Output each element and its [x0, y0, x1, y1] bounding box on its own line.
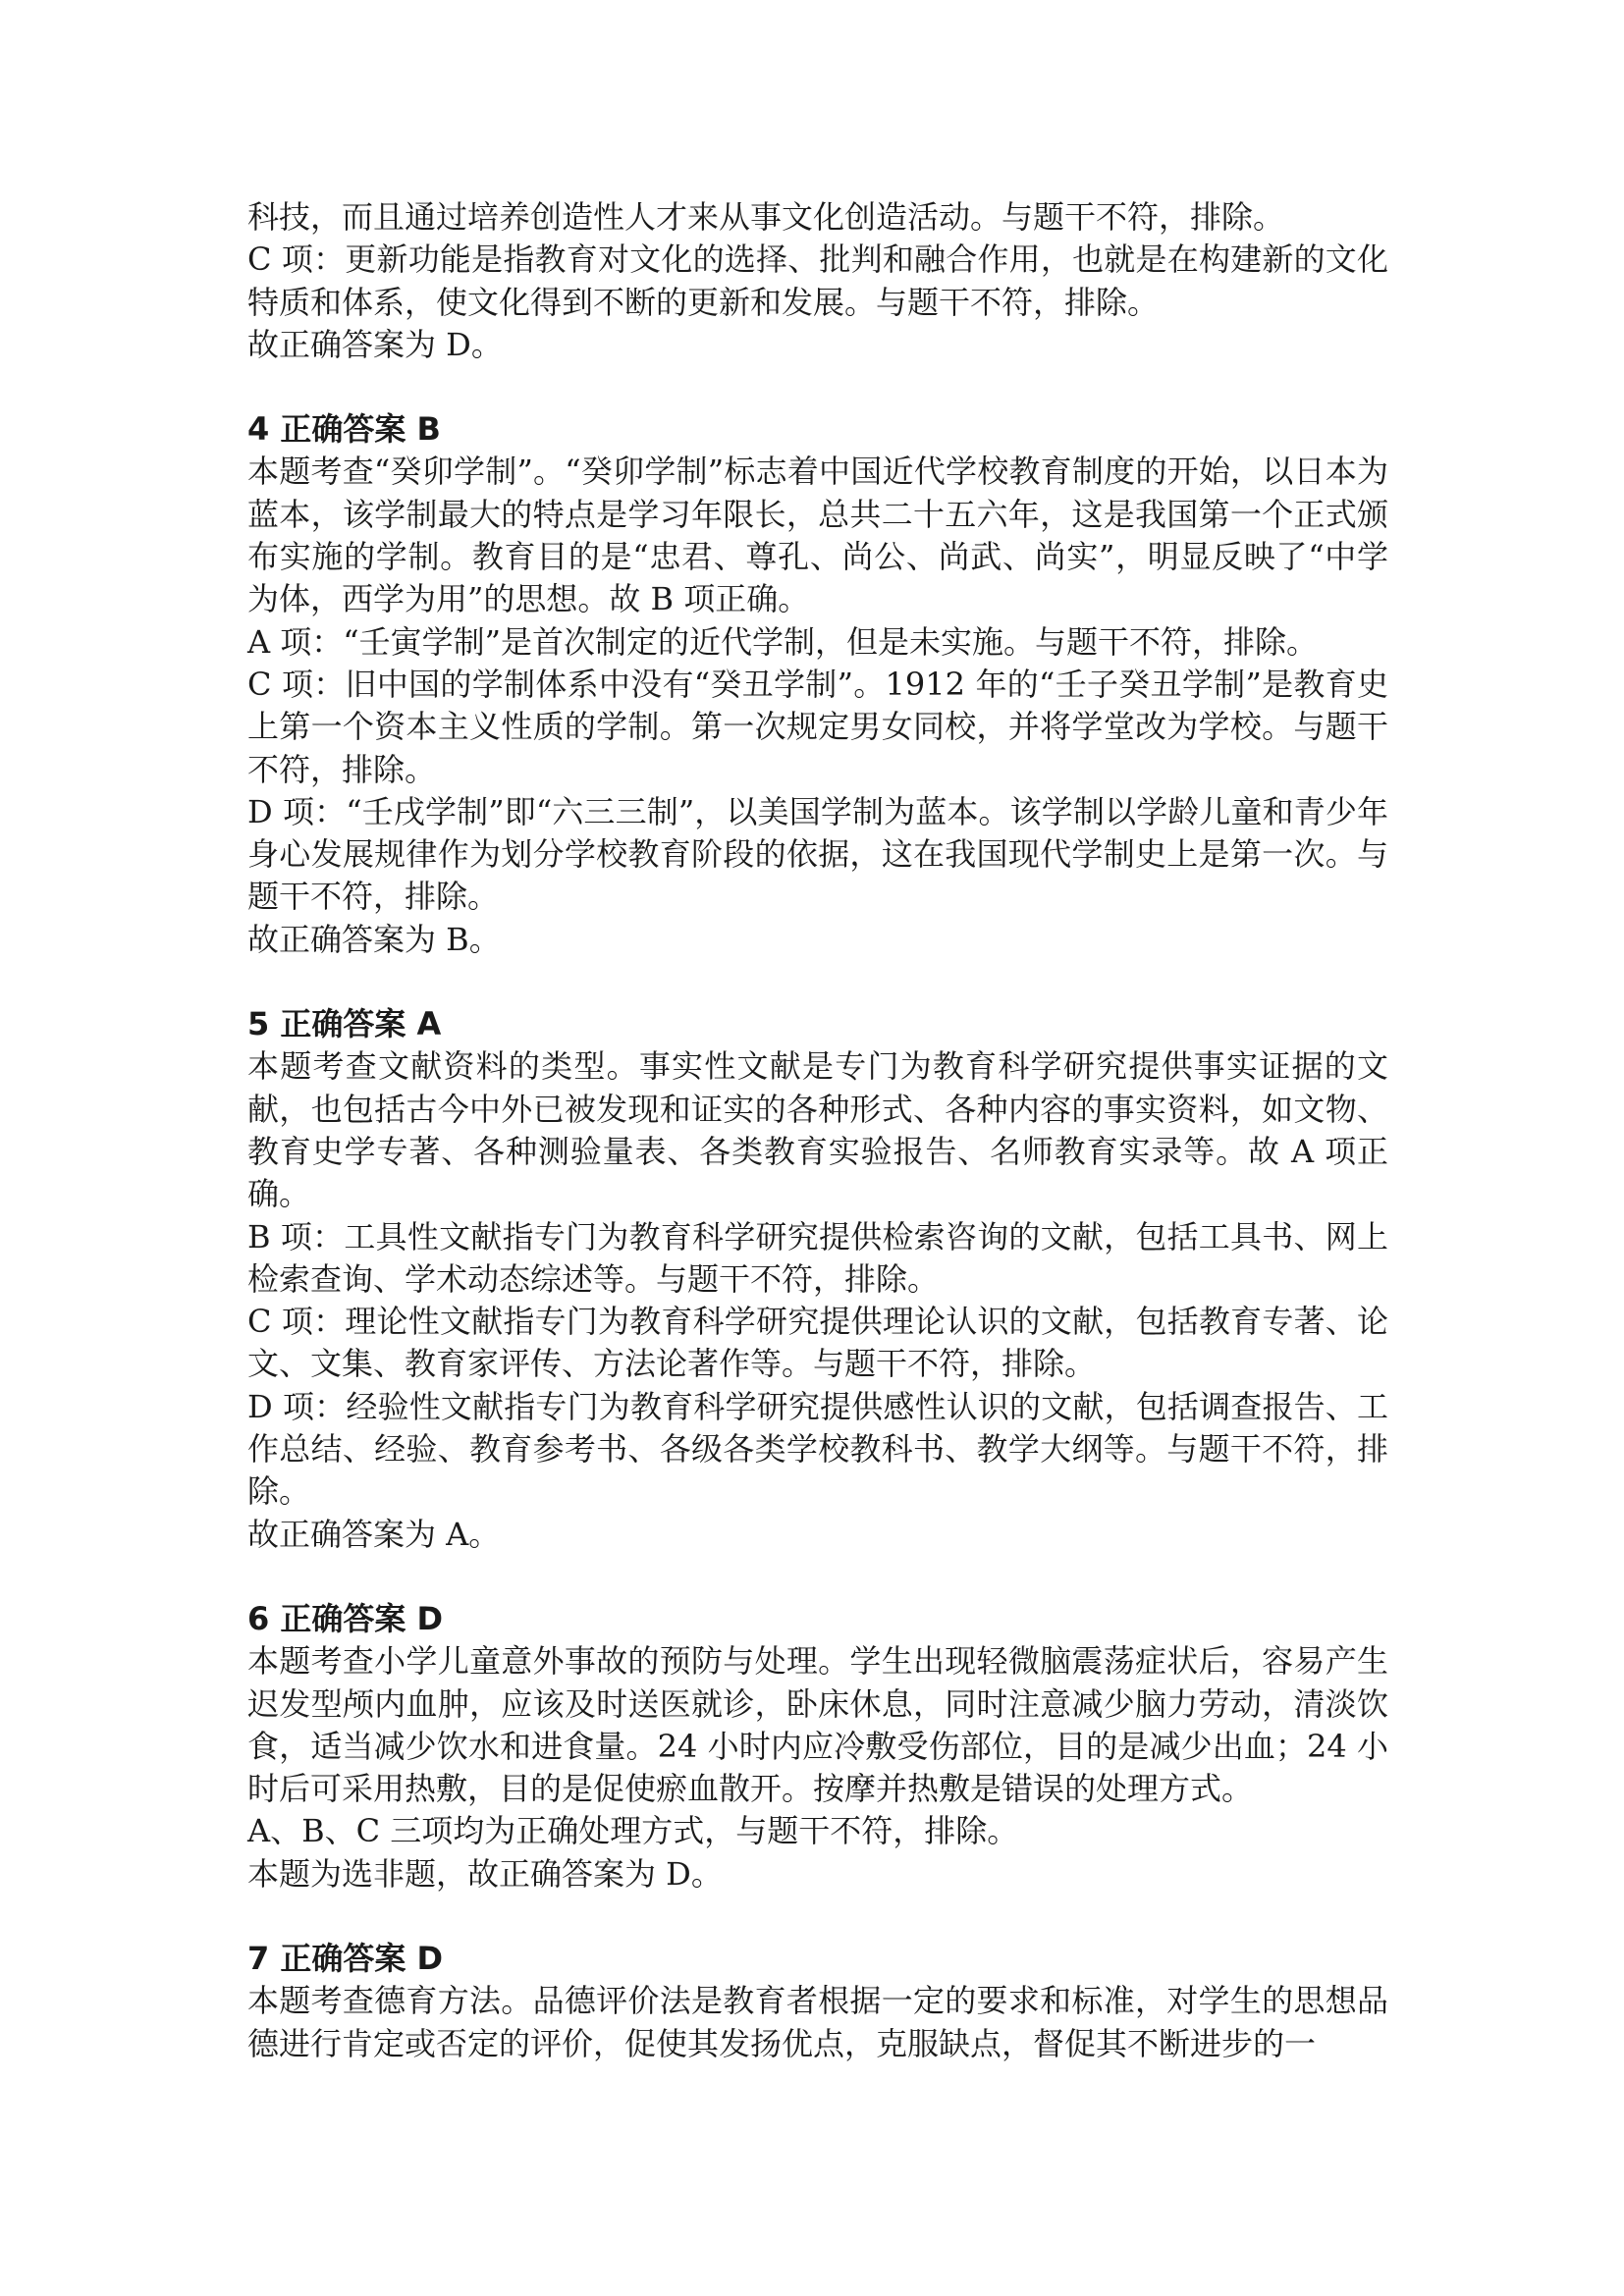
answer-heading: 5 正确答案 A — [247, 1005, 442, 1043]
answer-section-5 — [247, 1003, 1388, 1556]
paragraph: 本题考查小学儿童意外事故的预防与处理。学生出现轻微脑震荡症状后，容易产生迟发型颅内血肿，应该及时送医就诊，卧床休息，同时注意减少脑力劳动，清淡饮食，适当减少饮水和进食量。24 小时内应冷敷受伤部位，目的是减少出血；24 小时后可采用热敷，目的是促使瘀血散开。按摩并热敷是错误的处理方式。 — [247, 1642, 1388, 1808]
paragraph: 本题为选非题，故正确答案为 D。 — [247, 1854, 723, 1893]
answer-section-4 — [247, 408, 1388, 961]
document-page — [247, 196, 1388, 2065]
paragraph: A、B、C 三项均为正确处理方式，与题干不符，排除。 — [247, 1812, 1019, 1850]
answer-heading: 4 正确答案 B — [247, 410, 441, 449]
paragraph: 科技，而且通过培养创造性人才来从事文化创造活动。与题干不符，排除。 — [247, 198, 1285, 236]
paragraph: B 项：工具性文献指专门为教育科学研究提供检索咨询的文献，包括工具书、网上检索查询、学术动态综述等。与题干不符，排除。 — [247, 1217, 1388, 1298]
answer-heading: 7 正确答案 D — [247, 1939, 444, 1977]
paragraph: A 项：“壬寅学制”是首次制定的近代学制，但是未实施。与题干不符，排除。 — [247, 622, 1319, 661]
paragraph: 本题考查文献资料的类型。事实性文献是专门为教育科学研究提供事实证据的文献，也包括古今中外已被发现和证实的各种形式、各种内容的事实资料，如文物、教育史学专著、各种测验量表、各类教育实验报告、名师教育实录等。故 A 项正确。 — [247, 1047, 1388, 1213]
paragraph: C 项：旧中国的学制体系中没有“癸丑学制”。1912 年的“壬子癸丑学制”是教育史上第一个资本主义性质的学制。第一次规定男女同校，并将学堂改为学校。与题干不符，排除。 — [247, 665, 1388, 788]
paragraph: 本题考查“癸卯学制”。“癸卯学制”标志着中国近代学校教育制度的开始，以日本为蓝本，该学制最大的特点是学习年限长，总共二十五六年，这是我国第一个正式颁布实施的学制。教育目的是“忠君、尊孔、尚公、尚武、尚实”，明显反映了“中学为体，西学为用”的思想。故 B 项正确。 — [247, 453, 1388, 618]
paragraph: 本题考查德育方法。品德评价法是教育者根据一定的要求和标准，对学生的思想品德进行肯定或否定的评价，促使其发扬优点，克服缺点，督促其不断进步的一 — [247, 1982, 1388, 2062]
paragraph: 故正确答案为 A。 — [247, 1515, 501, 1553]
answer-section-7 — [247, 1938, 1388, 2065]
paragraph: C 项：理论性文献指专门为教育科学研究提供理论认识的文献，包括教育专著、论文、文集、教育家评传、方法论著作等。与题干不符，排除。 — [247, 1303, 1388, 1383]
answer-heading: 6 正确答案 D — [247, 1599, 444, 1637]
intro-section — [247, 196, 1388, 366]
paragraph: C 项：更新功能是指教育对文化的选择、批判和融合作用，也就是在构建新的文化特质和体系，使文化得到不断的更新和发展。与题干不符，排除。 — [247, 240, 1388, 321]
paragraph: D 项：经验性文献指专门为教育科学研究提供感性认识的文献，包括调查报告、工作总结、经验、教育参考书、各级各类学校教科书、教学大纲等。与题干不符，排除。 — [247, 1387, 1388, 1511]
paragraph: 故正确答案为 B。 — [247, 920, 501, 958]
answer-section-6 — [247, 1598, 1388, 1896]
paragraph: D 项：“壬戌学制”即“六三三制”，以美国学制为蓝本。该学制以学龄儿童和青少年身心发展规律作为划分学校教育阶段的依据，这在我国现代学制史上是第一次。与题干不符，排除。 — [247, 792, 1388, 916]
paragraph: 故正确答案为 D。 — [247, 325, 503, 363]
